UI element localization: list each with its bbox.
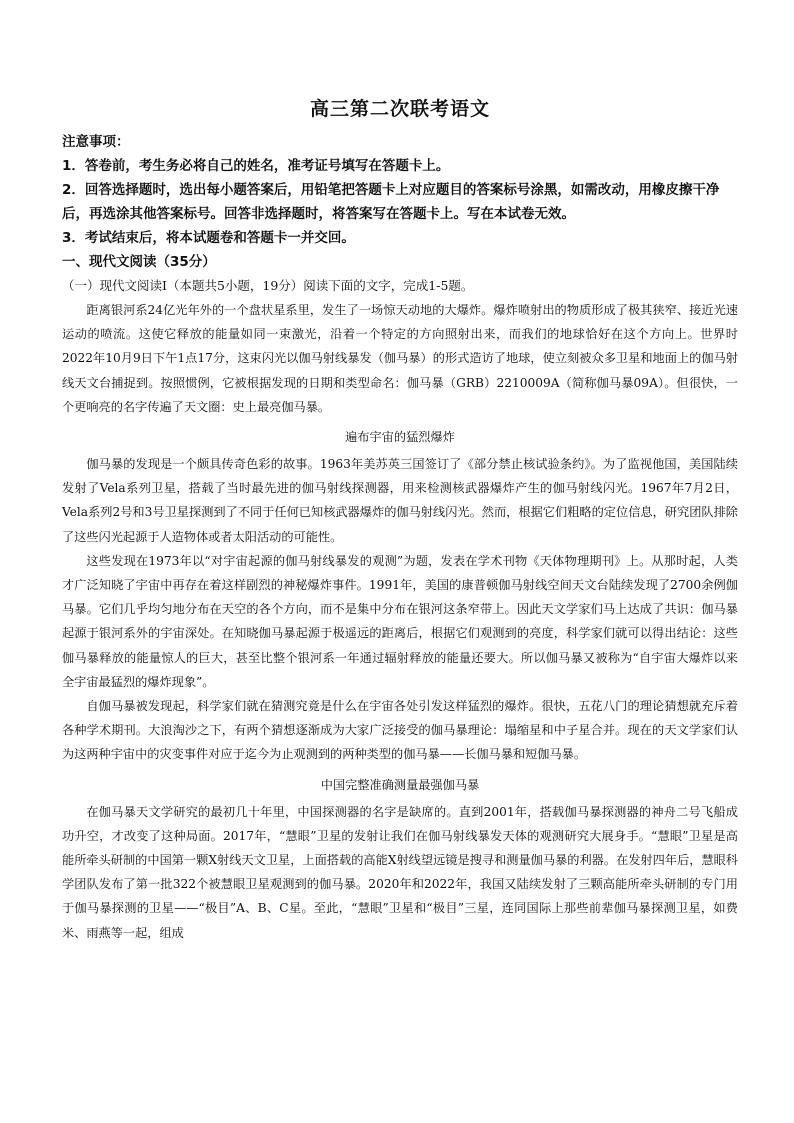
article-paragraph-2: 这些发现在1973年以“对宇宙起源的伽马射线暴发的观测”为题，发表在学术刊物《天体物理期刊》上。从那时起，人类才广泛知晓了宇宙中再存在着这样剧烈的神秘爆炸事件。1991年，美国的康普顿伽马射线空间天文台陆续发现了2700余例伽马暴。它们几乎均匀地分布在天空的各个方向，而不是集中分布在银河这条窄带上。因此天文学家们马上达成了共识：伽马暴起源于银河系外的宇宙深处。在知晓伽马暴起源于极遥远的距离后，根据它们观测到的亮度，科学家们就可以得出结论：这些伽马暴释放的能量惊人的巨大，甚至比整个银河系一年通过辐射释放的能量还要大。所以伽马暴又被称为“自宇宙大爆炸以来全宇宙最猛烈的爆炸现象”。 [62,553,738,689]
article-subheading-2: 中国完整准确测量最强伽马暴 [320,777,480,792]
reading-article [62,298,738,945]
notice-heading: 注意事项： [62,134,130,150]
article-subheading-1: 遍布宇宙的猛烈爆炸 [345,430,455,445]
notice-block [62,130,738,250]
article-intro-paragraph: 距离银河系24亿光年外的一个盘状星系里，发生了一场惊天动地的大爆炸。爆炸喷射出的物质形成了极其狭窄、接近光速运动的喷流。这使它释放的能量如同一束激光，沿着一个特定的方向照射出来，而我们的地球恰好在这个方向上。世界时2022年10月9日下午1点17分，这束闪光以伽马射线暴发（伽马暴）的形式造访了地球，使立刻被众多卫星和地面上的伽马射线天文台捕捉到。按照惯例，它被根据发现的日期和类型命名：伽马暴（GRB）2210009A（简称伽马暴09A）。但很快，一个更响亮的名字传遍了天文圈：史上最亮伽马暴。 [62,303,738,414]
article-paragraph-4: 在伽马暴天文学研究的最初几十年里，中国探测器的名字是缺席的。直到2001年，搭载伽马暴探测器的神舟二号飞船成功升空，才改变了这种局面。2017年，“慧眼”卫星的发射让我们在伽马射线暴发天体的观测研究大展身手。“慧眼”卫星是高能所牵头研制的中国第一颗X射线天文卫星，上面搭载的高能X射线望远镜是搜寻和测量伽马暴的利器。在发射四年后，慧眼科学团队发布了第一批322个被慧眼卫星观测到的伽马暴。2020年和2022年，我国又陆续发射了三颗高能所牵头研制的专门用于伽马暴探测的卫星——“极目”A、B、C星。至此，“慧眼”卫星和“极目”三星，连同国际上那些前辈伽马暴探测卫星，如费米、雨燕等一起，组成 [62,804,738,940]
section-heading: 一、现代文阅读（35分） [62,254,216,270]
notice-item-1: 1．答卷前，考生务必将自己的姓名，准考证号填写在答题卡上。 [62,158,450,174]
page-title: 高三第二次联考语文 [309,98,490,120]
article-paragraph-3: 自伽马暴被发现起，科学家们就在猜测究竟是什么在宇宙各处引发这样猛烈的爆炸。很快，五花八门的理论猜想就充斥着各种学术期刊。大浪淘沙之下，有两个猜想逐渐成为大家广泛接受的伽马暴理论：塌缩星和中子星合并。现在的天文学家们认为这两种宇宙中的灾变事件对应于迄今为止观测到的两种类型的伽马暴——长伽马暴和短伽马暴。 [62,699,738,762]
notice-item-3: 3．考试结束后，将本试题卷和答题卡一并交回。 [62,230,355,246]
article-paragraph-1: 伽马暴的发现是一个颇具传奇色彩的故事。1963年美苏英三国签订了《部分禁止核试验条约》。为了监视他国，美国陆续发射了Vela系列卫星，搭载了当时最先进的伽马射线探测器，用来检测核武器爆炸产生的伽马射线闪光。1967年7月2日，Vela系列2号和3号卫星探测到了不同于任何已知核武器爆炸的伽马射线闪光。然而，根据它们粗略的定位信息，研究团队排除了这些闪光起源于人造物体或者太阳活动的可能性。 [62,457,738,544]
notice-item-2: 2．回答选择题时，选出每小题答案后，用铅笔把答题卡上对应题目的答案标号涂黑，如需改动，用橡皮擦干净后，再选涂其他答案标号。回答非选择题时，将答案写在答题卡上。写在本试卷无效。 [62,182,720,222]
section-subheading: （一）现代文阅读Ⅰ（本题共5小题，19分）阅读下面的文字，完成1-5题。 [62,278,474,293]
exam-page [62,96,738,945]
